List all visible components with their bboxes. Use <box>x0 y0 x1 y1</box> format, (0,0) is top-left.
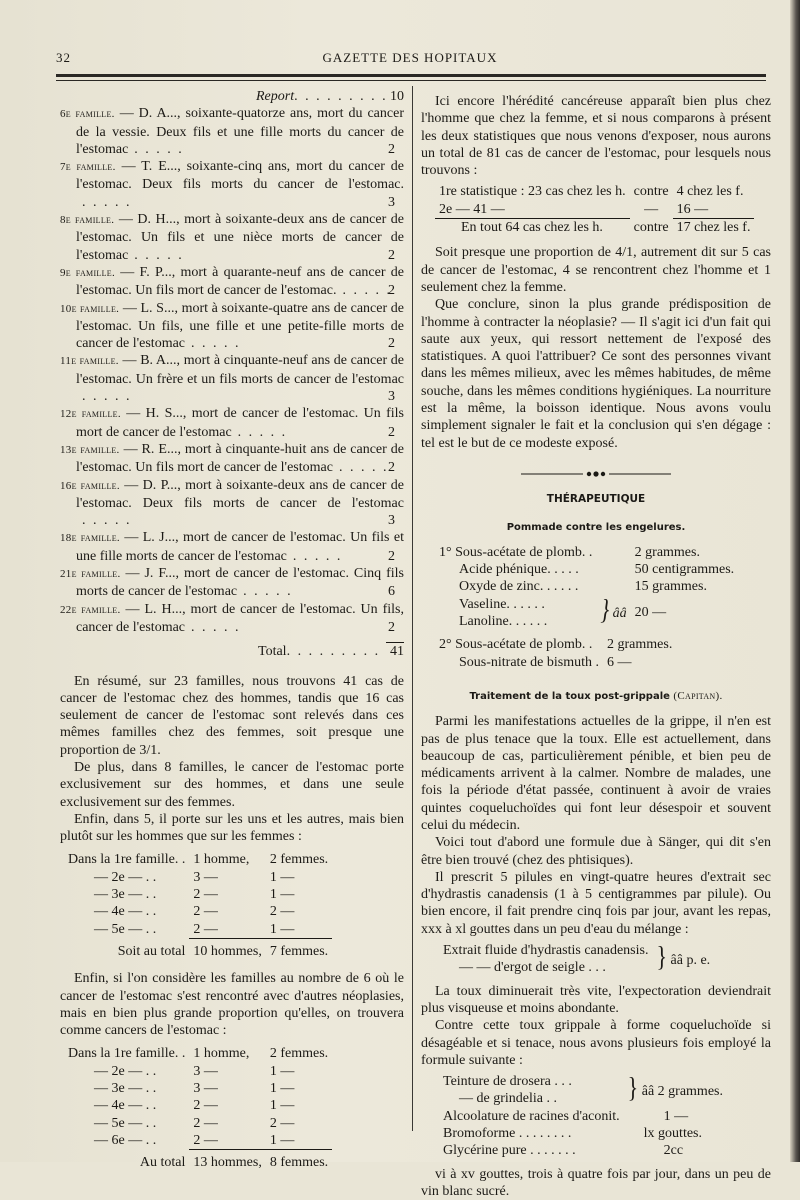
table-row <box>64 921 332 939</box>
recipe-item: 1° Sous-acétate de plomb. . <box>439 544 593 560</box>
table-row <box>64 1132 332 1150</box>
family-text: — L. J..., mort de cancer de l'estomac. Un fils et une fille morts de cancer de l'estomac <box>76 530 404 564</box>
family-tag: 22e famille. <box>60 603 121 616</box>
family-entry: 12e famille. — H. S..., mort de cancer de l'estomac. Un fils mort de cancer de l'estomac . . . 2 <box>60 405 404 441</box>
table-total-row <box>64 938 332 960</box>
mix-aa: ââ p. e. <box>670 952 711 968</box>
table-cell: 1 — <box>269 1132 295 1148</box>
paragraph: Enfin, dans 5, il porte sur les uns et les autres, mais bien plutôt sur les hommes que sur les femmes : <box>60 811 404 845</box>
table-cell: — 3e — . . <box>94 887 157 903</box>
family-text: — H. S..., mort de cancer de l'estomac. Un fils mort de cancer de l'estomac <box>76 406 405 440</box>
recipe-1 <box>435 544 738 630</box>
family-text: — L. S..., mort à soixante-quatre ans de cancer de l'estomac. Un fils, une fille et une petite-fille morts de cancer de l'estomac <box>76 300 404 352</box>
family-entry: 13e famille. — R. E..., mort à cinquante-huit ans de cancer de l'estomac. Un fils mort de cancer de l'estomac . . . 2 <box>60 441 404 477</box>
table-row <box>64 1115 332 1132</box>
family-list <box>60 105 404 636</box>
table-cell: 2 — <box>193 904 218 920</box>
stat-total-cell: 17 chez les f. <box>673 219 755 237</box>
recipe-2 <box>435 636 676 671</box>
family-entry: 11e famille. — B. A..., mort à cinquante-neuf ans de cancer de l'estomac. Un frère et un fils morts de cancer de l'estomac . . . 3 <box>60 352 404 405</box>
recipe-item: Vaseline. . . . . . <box>459 596 545 612</box>
subsection-title: Pommade contre les engelures. <box>506 521 686 533</box>
family-tag: 18e famille. <box>60 532 120 545</box>
header-rule-thin <box>56 80 766 81</box>
stat-cell: 16 — <box>676 201 709 217</box>
family-text: — B. A..., mort à cinquante-neuf ans de cancer de l'estomac. Un frère et un fils morts de cancer de l'estomac <box>76 353 404 387</box>
table-row <box>64 903 332 920</box>
paragraph: De plus, dans 8 familles, le cancer de l'estomac porte exclusivement sur des hommes, et dans une seule exclusivement sur des femmes. <box>60 759 404 810</box>
family-entry: 8e famille. — D. H..., mort à soixante-deux ans de cancer de l'estomac. Un fils et une nièce morts de cancer de l'estomac . . . 2 <box>60 211 404 264</box>
table-total-cell: 8 femmes. <box>266 1150 332 1172</box>
table-total-cell: Soit au total <box>117 943 186 959</box>
table-cell: 2 — <box>193 1132 218 1148</box>
table-cell: 1 homme, <box>193 1046 250 1062</box>
family-tag: 13e famille. <box>60 443 120 456</box>
table-cell: — 5e — . . <box>94 921 157 937</box>
mix-qty: 2cc <box>663 1143 684 1159</box>
family-tag: 8e famille. <box>60 214 115 227</box>
table-cell: — 4e — . . <box>94 1098 157 1114</box>
author-credit: (Capitan). <box>673 689 723 702</box>
recipe-qty: 2 grammes. <box>634 544 700 560</box>
paragraph: Ici encore l'hérédité cancéreuse apparaît bien plus chez l'homme que chez la femme, et si nous comparons à présent les deux statistiques que nous venons d'exposer, nous aurons un total de 81 cas de cancer de l'estomac, pour lesquels nous trouvons : <box>421 94 771 179</box>
stat-total-cell: contre <box>633 219 669 235</box>
recipe-qty: 6 — <box>607 654 632 670</box>
left-column <box>60 88 404 1172</box>
mix-qty: 1 — <box>663 1108 689 1124</box>
family-entry: 18e famille. — L. J..., mort de cancer de l'estomac. Un fils et une fille morts de cancer de l'estomac . . . 2 <box>60 529 404 565</box>
table-cell: 3 — <box>193 869 218 885</box>
stat-cell: 4 chez les f. <box>676 184 744 200</box>
column-divider <box>412 86 413 1131</box>
total-value: 41 <box>386 642 404 660</box>
paragraph: Il prescrit 5 pilules en vingt-quatre heures d'extrait sec d'hydrastis canadensis (1 à 5 centigrammes par pilule). Ou bien encore, il fait prendre cinq fois par jour, avant les repas, xxx à xl gouttes dans un peu d'eau du mélange : <box>421 869 771 937</box>
mix-aa: ââ 2 grammes. <box>641 1083 723 1099</box>
mixture-2 <box>439 1070 727 1159</box>
page-edge-shadow <box>790 0 800 1162</box>
mix-item: — — d'ergot de seigle . . . <box>459 960 606 976</box>
brace: } <box>600 593 610 626</box>
table-cell: Dans la 1re famille. . <box>68 1046 186 1062</box>
total-label: Total <box>258 644 287 660</box>
table-cell: 1 — <box>269 1063 295 1079</box>
table-cell: — 2e — . . <box>94 869 157 885</box>
family-text: — R. E..., mort à cinquante-huit ans de cancer de l'estomac. Un fils mort de cancer de l'estomac <box>76 441 405 476</box>
ornament-rule-icon <box>521 470 671 478</box>
table-cell: 1 — <box>269 1098 295 1114</box>
table-cell: 1 — <box>269 869 295 885</box>
family-entry: 10e famille. — L. S..., mort à soixante-quatre ans de cancer de l'estomac. Un fils, une fille et une petite-fille morts de cancer de l'estomac . . . 2 <box>60 300 404 353</box>
stat-cell: — <box>644 202 659 218</box>
statistics-comparison <box>435 183 754 236</box>
recipe-item: Lanoline. . . . . . <box>459 614 548 630</box>
family-text: — D. H..., mort à soixante-deux ans de cancer de l'estomac. Un fils et une nièce morts de cancer de l'estomac <box>76 212 405 263</box>
family-entry: 6e famille. — D. A..., soixante-quatorze ans, mort du cancer de la vessie. Deux fils et une fille morts du cancer de l'estomac . . . 2 <box>60 105 404 158</box>
recipe-qty: 50 centigrammes. <box>634 562 735 578</box>
table-cell: 2 — <box>193 1115 218 1131</box>
paragraph: vi à xv gouttes, trois à quatre fois par jour, dans un peu de vin blanc sucré. <box>421 1166 771 1199</box>
table-total-cell: 7 femmes. <box>266 938 332 960</box>
table-cell: Dans la 1re famille. . <box>68 852 186 868</box>
stat-cell: contre <box>633 184 669 200</box>
table-cell: — 4e — . . <box>94 904 157 920</box>
family-entry: 7e famille. — T. E..., soixante-cinq ans, mort du cancer de l'estomac. Deux fils morts du cancer de l'estomac. . . . 3 <box>60 158 404 211</box>
table-row <box>64 1097 332 1114</box>
paragraph: Contre cette toux grippale à forme coqueluchoïde si désagéable et si tenace, nous avons plusieurs fois employé la formule suivante : <box>421 1018 771 1068</box>
paragraph: Que conclure, sinon la plus grande prédisposition de l'homme à contracter la néoplasie? — Il s'agit ici d'un fait qui saute aux yeux, qui ressort nettement de l'exposé des statistiques. A quoi l'attribuer? Ce sont des personnes vivant dans les mêmes milieux, avec les mêmes habitudes, de même souche, dans les mêmes conditions hygiéniques. La nourriture est la même, la boisson identique. Nous avons voulu simplement signaler le fait et la conclusion qui s'en dégage : tel est le but de ce modeste exposé. <box>421 297 771 451</box>
family-tag: 7e famille. <box>60 161 116 174</box>
recipe-qty: 20 — <box>634 605 667 621</box>
table-cell: 2 — <box>269 1115 295 1131</box>
total-line <box>60 642 404 660</box>
table-cell: 3 — <box>193 1081 218 1097</box>
table-cell: 2 femmes. <box>269 852 329 868</box>
right-column <box>421 93 771 1200</box>
table-cell: 1 homme, <box>193 852 250 868</box>
mix-item: Bromoforme . . . . . . . . <box>443 1126 572 1142</box>
section-title: THÉRAPEUTIQUE <box>546 493 646 506</box>
recipe-item: 2° Sous-acétate de plomb. . <box>439 637 593 653</box>
table-cell: 2 — <box>269 904 295 920</box>
table-cell: 1 — <box>269 1081 295 1097</box>
paragraph: Enfin, si l'on considère les familles au nombre de 6 où le cancer de l'estomac s'est rencontré avec d'autres néoplasies, mais en bien plus grande proportion qu'elles, on trouvera comme cancers de l'estomac : <box>60 971 404 1039</box>
table-cell: 2 — <box>193 887 218 903</box>
paragraph: En résumé, sur 23 familles, nous trouvons 41 cas de cancer de l'estomac chez des hommes, tandis que 16 cas seulement de cancer de l'estomac sont relevés dans ces mêmes familles chez des femmes, soit presque une proportion de 3/1. <box>60 673 404 758</box>
table-row <box>64 851 332 868</box>
family-text: — D. P..., mort à soixante-deux ans de cancer de l'estomac. Deux fils morts de cancer de l'estomac <box>76 477 405 511</box>
report-value: 10 <box>390 89 404 104</box>
family-text: — L. H..., mort de cancer de l'estomac. Un fils, cancer de l'estomac <box>76 601 404 635</box>
recipe-item: Oxyde de zinc. . . . . . <box>459 579 579 595</box>
recipe-qty: 15 grammes. <box>634 579 707 595</box>
journal-title: GAZETTE DES HOPITAUX <box>322 50 498 65</box>
family-tag: 16e famille. <box>60 479 120 492</box>
table-row <box>64 869 332 886</box>
family-entry: 9e famille. — F. P..., mort à quarante-neuf ans de cancer de l'estomac. Un fils mort de cancer de l'estomac. . . . 2 <box>60 264 404 300</box>
brace: } <box>656 939 668 973</box>
table-cell: 2 — <box>193 1098 218 1114</box>
stat-total-cell: En tout 64 cas chez les h. <box>435 219 630 237</box>
table-cell: 2 — <box>193 921 218 937</box>
mix-item: Alcoolature de racines d'aconit. <box>443 1108 620 1124</box>
table-row <box>64 1080 332 1097</box>
recipe-qty: 2 grammes. <box>607 637 673 653</box>
stat-cell: 2e — 41 — <box>439 201 505 217</box>
family-text: — F. P..., mort à quarante-neuf ans de cancer de l'estomac. Un fils mort de cancer de l'estomac. <box>76 264 404 299</box>
paragraph: La toux diminuerait très vite, l'expectoration deviendrait plus visqueuse et moins abondante. <box>421 983 771 1016</box>
table-cell: — 3e — . . <box>94 1081 157 1097</box>
table-cell: — 2e — . . <box>94 1063 157 1079</box>
mix-item: Glycérine pure . . . . . . . <box>443 1143 576 1159</box>
table-total-cell: 13 hommes, <box>189 1150 265 1172</box>
family-tag: 21e famille. <box>60 568 121 581</box>
paragraph: Parmi les manifestations actuelles de la grippe, il n'en est pas de plus tenace que la toux. Elle est actuellement, dans beaucoup de cas, particulièrement pénible, et bien peu de médicaments arrivent à la calmer. Nombre de malades, une fois la période d'état passée, continuent à avoir de vraies quintes coqueluchoïdes qui font leur désespoir et souvent celui du médecin. <box>421 714 771 833</box>
family-text: — D. A..., soixante-quatorze ans, mort du cancer de la vessie. Deux fils et une fille morts du cancer de l'estomac <box>76 106 404 157</box>
table-row <box>64 1063 332 1080</box>
running-header <box>56 46 764 70</box>
report-line <box>60 88 404 105</box>
paragraph: Soit presque une proportion de 4/1, autrement dit sur 5 cas de cancer de l'estomac, 4 se rencontrent chez l'homme et 1 seulement chez la femme. <box>421 245 771 295</box>
table-cell: — 6e — . . <box>94 1133 157 1149</box>
header-rule-thick <box>56 74 766 77</box>
mix-qty: lx gouttes. <box>643 1126 703 1142</box>
table-cell: — 5e — . . <box>94 1115 157 1131</box>
report-label: Report <box>256 89 295 104</box>
stats-table-2 <box>64 1045 332 1171</box>
family-tag: 10e famille. <box>60 302 120 315</box>
stats-table-1 <box>64 851 332 960</box>
table-cell: 1 — <box>269 887 295 903</box>
mixture-1 <box>439 939 714 977</box>
table-cell: 2 femmes. <box>269 1046 329 1062</box>
table-row <box>64 886 332 903</box>
recipe-item: Acide phénique. . . . . <box>459 562 579 578</box>
family-tag: 12e famille. <box>60 408 121 421</box>
family-entry: 21e famille. — J. F..., mort de cancer de l'estomac. Cinq fils morts de cancer de l'estomac . . . 6 <box>60 565 404 601</box>
table-total-row <box>64 1150 332 1172</box>
family-tag: 11e famille. <box>60 355 119 368</box>
table-total-cell: 10 hommes, <box>189 938 265 960</box>
mix-item: Extrait fluide d'hydrastis canadensis. <box>443 943 649 959</box>
table-total-cell: Au total <box>139 1154 186 1170</box>
ornament-divider <box>421 466 771 483</box>
brace: } <box>627 1070 639 1104</box>
family-tag: 6e famille. <box>60 108 115 121</box>
mix-item: Teinture de drosera . . . <box>443 1074 572 1090</box>
recipe-item: Sous-nitrate de bismuth . <box>459 654 599 670</box>
page-number: 32 <box>56 50 71 65</box>
family-text: — T. E..., soixante-cinq ans, mort du cancer de l'estomac. Deux fils morts du cancer de l'estomac. <box>76 159 405 193</box>
table-cell: 1 — <box>269 921 295 937</box>
paragraph: Voici tout d'abord une formule due à Sänger, qui dit s'en être bien trouvé (chez des phtisiques). <box>421 835 771 868</box>
stat-cell: 1re statistique : 23 cas chez les h. <box>439 184 626 200</box>
subsection-title: Traitement de la toux post-grippale <box>469 690 670 702</box>
family-entry: 22e famille. — L. H..., mort de cancer de l'estomac. Un fils, cancer de l'estomac . . . 2 <box>60 601 404 637</box>
table-row <box>64 1045 332 1062</box>
mix-item: — de grindelia . . <box>459 1091 557 1107</box>
family-tag: 9e famille. <box>60 266 116 279</box>
family-entry: 16e famille. — D. P..., mort à soixante-deux ans de cancer de l'estomac. Deux fils morts de cancer de l'estomac . . . 3 <box>60 477 404 530</box>
recipe-aa: ââ <box>612 606 627 622</box>
family-text: — J. F..., mort de cancer de l'estomac. Cinq fils morts de cancer de l'estomac <box>76 566 404 600</box>
table-cell: 3 — <box>193 1063 218 1079</box>
